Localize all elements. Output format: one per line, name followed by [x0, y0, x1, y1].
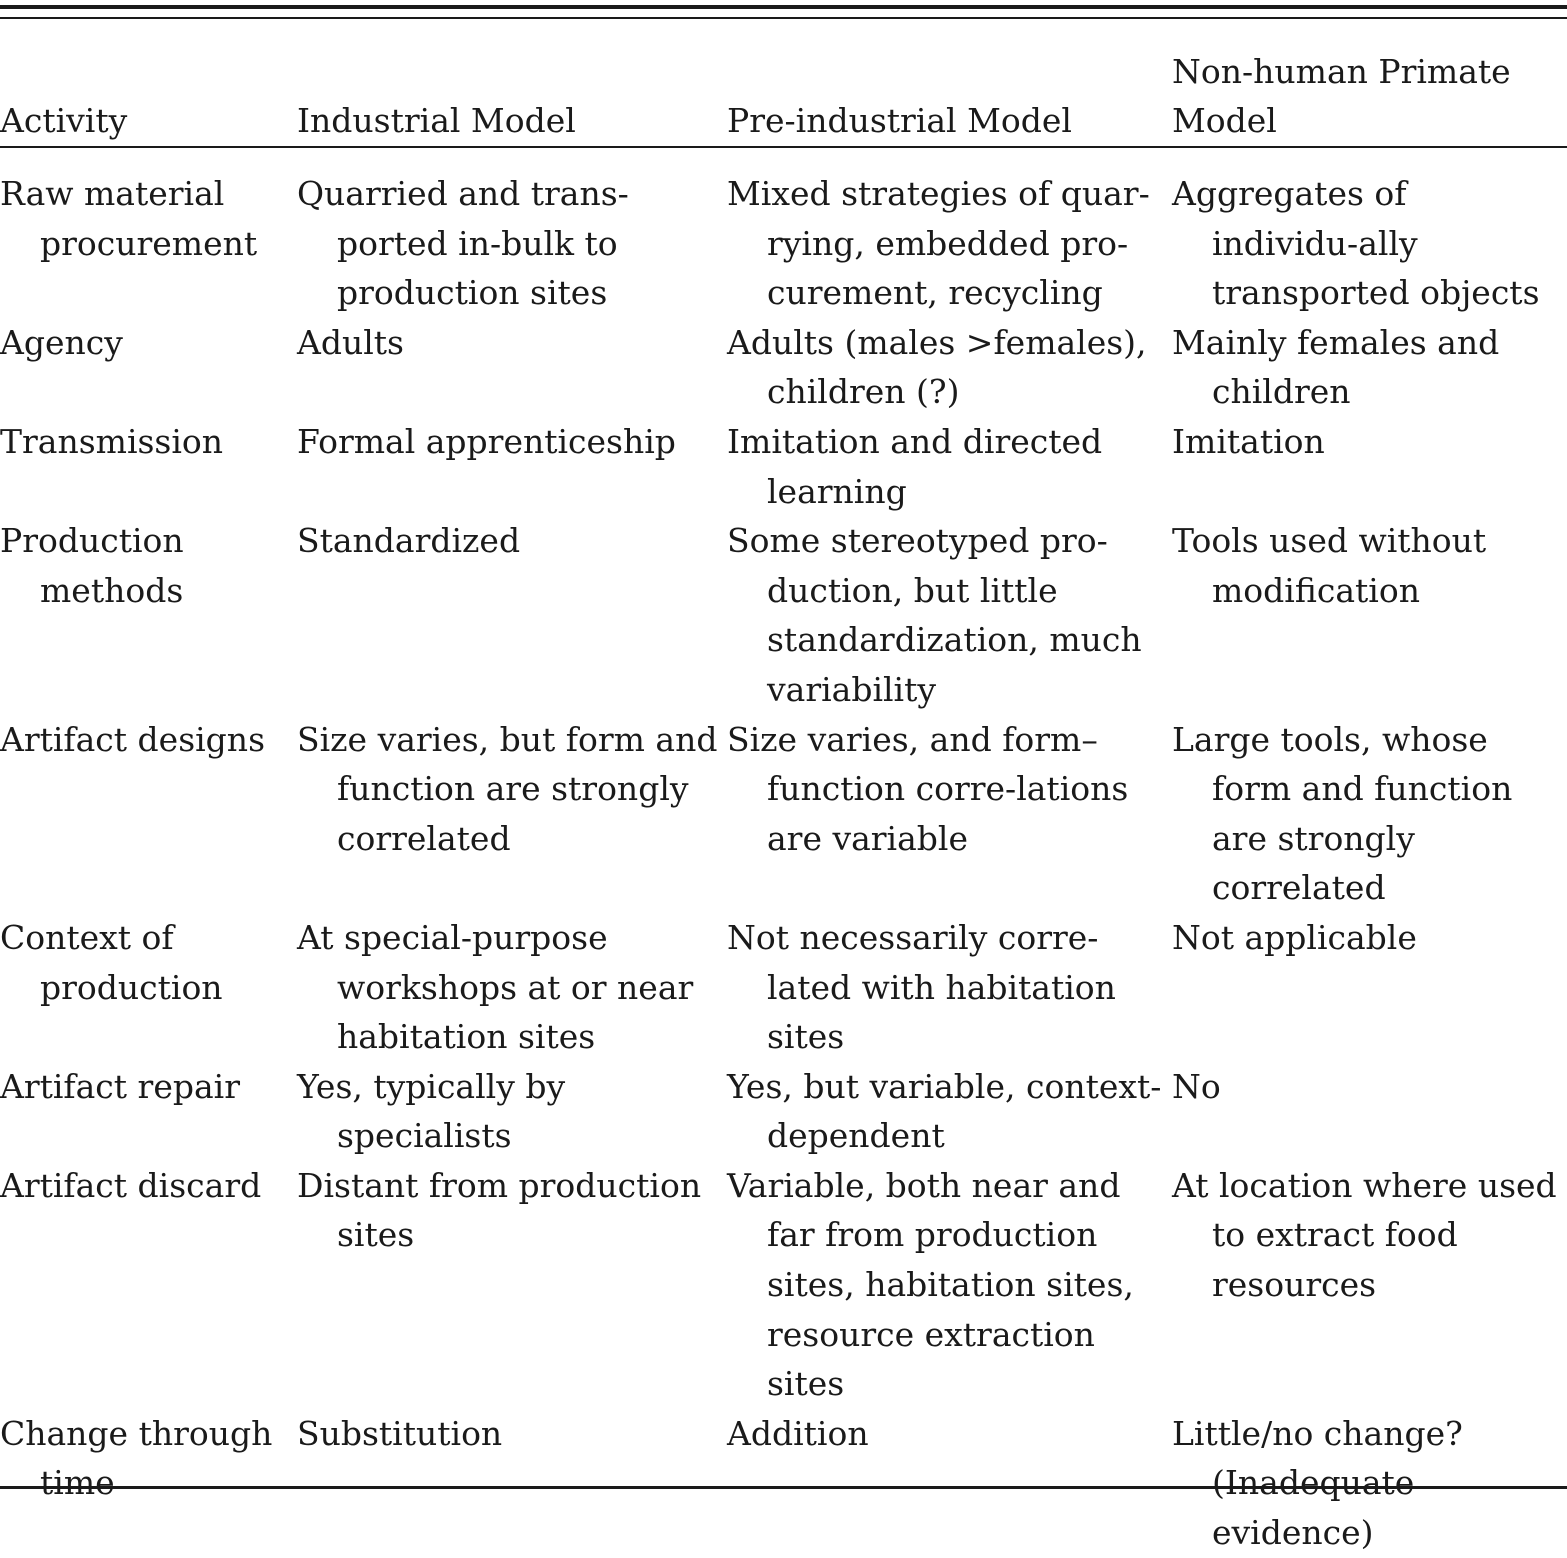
cell-activity: Artifact repair	[0, 1066, 240, 1106]
cell-primate: No	[1172, 1066, 1221, 1106]
cell-preindustrial: Imitation and directed learning	[727, 421, 1103, 511]
cell-activity: Artifact discard	[0, 1165, 262, 1205]
table-row	[0, 318, 1567, 417]
cell-activity: Agency	[0, 322, 123, 362]
cell-industrial: Distant from production sites	[297, 1165, 702, 1255]
cell-industrial: Quarried and trans-ported in-bulk to production sites	[297, 174, 629, 313]
cell-industrial: Adults	[297, 322, 404, 362]
table-row	[0, 146, 1567, 318]
table-row	[0, 417, 1567, 516]
cell-industrial: Formal apprenticeship	[297, 421, 676, 461]
cell-activity: Transmission	[0, 421, 224, 461]
cell-activity: Context of production	[0, 917, 223, 1007]
cell-preindustrial: Adults (males >females), children (?)	[727, 322, 1147, 412]
cell-activity: Raw material procurement	[0, 174, 258, 263]
header-industrial: Industrial Model	[297, 101, 576, 141]
cell-industrial: Standardized	[297, 521, 521, 561]
table-row	[0, 516, 1567, 714]
table-body	[0, 146, 1567, 1558]
cell-activity: Production methods	[0, 521, 184, 610]
cell-industrial: Yes, typically by specialists	[297, 1066, 566, 1156]
table-row	[0, 1409, 1567, 1558]
cell-preindustrial: Variable, both near and far from production sites, habitation sites, resource extraction sites	[727, 1165, 1134, 1404]
cell-industrial: Size varies, but form and function are strongly correlated	[297, 719, 718, 858]
cell-preindustrial: Not necessarily corre-lated with habitation sites	[727, 917, 1116, 1057]
header-row	[0, 35, 1567, 146]
header-primate: Non-human Primate Model	[1172, 51, 1511, 141]
cell-preindustrial: Some stereotyped pro-duction, but little standardization, much variability	[727, 521, 1142, 709]
cell-primate: Large tools, whose form and function are strongly correlated	[1172, 719, 1513, 908]
header-preindustrial: Pre-industrial Model	[727, 101, 1072, 141]
table-row	[0, 715, 1567, 913]
cell-primate: Mainly females and children	[1172, 322, 1500, 412]
cell-primate: Little/no change? (Inadequate evidence)	[1172, 1413, 1463, 1553]
cell-industrial: Substitution	[297, 1413, 503, 1453]
cell-primate: Imitation	[1172, 421, 1325, 461]
top-rule-thin	[0, 17, 1567, 19]
cell-primate: Tools used without modification	[1172, 521, 1487, 610]
cell-industrial: At special-purpose workshops at or near habitation sites	[297, 917, 694, 1057]
cell-preindustrial: Yes, but variable, context-dependent	[727, 1066, 1162, 1156]
cell-primate: Not applicable	[1172, 917, 1417, 957]
table-row	[0, 1161, 1567, 1409]
cell-primate: Aggregates of individu-ally transported objects	[1172, 174, 1540, 313]
comparison-table	[0, 35, 1567, 1558]
table-row	[0, 1062, 1567, 1161]
cell-primate: At location where used to extract food resources	[1172, 1165, 1557, 1305]
cell-activity: Artifact designs	[0, 719, 265, 759]
cell-preindustrial: Size varies, and form–function corre-lations are variable	[727, 719, 1129, 858]
cell-preindustrial: Mixed strategies of quar-rying, embedded pro-curement, recycling	[727, 174, 1150, 313]
table-row	[0, 913, 1567, 1062]
header-activity: Activity	[0, 101, 128, 141]
cell-activity: Change through time	[0, 1413, 273, 1503]
cell-preindustrial: Addition	[727, 1413, 869, 1453]
table-header	[0, 35, 1567, 146]
top-rule-thick	[0, 5, 1567, 9]
